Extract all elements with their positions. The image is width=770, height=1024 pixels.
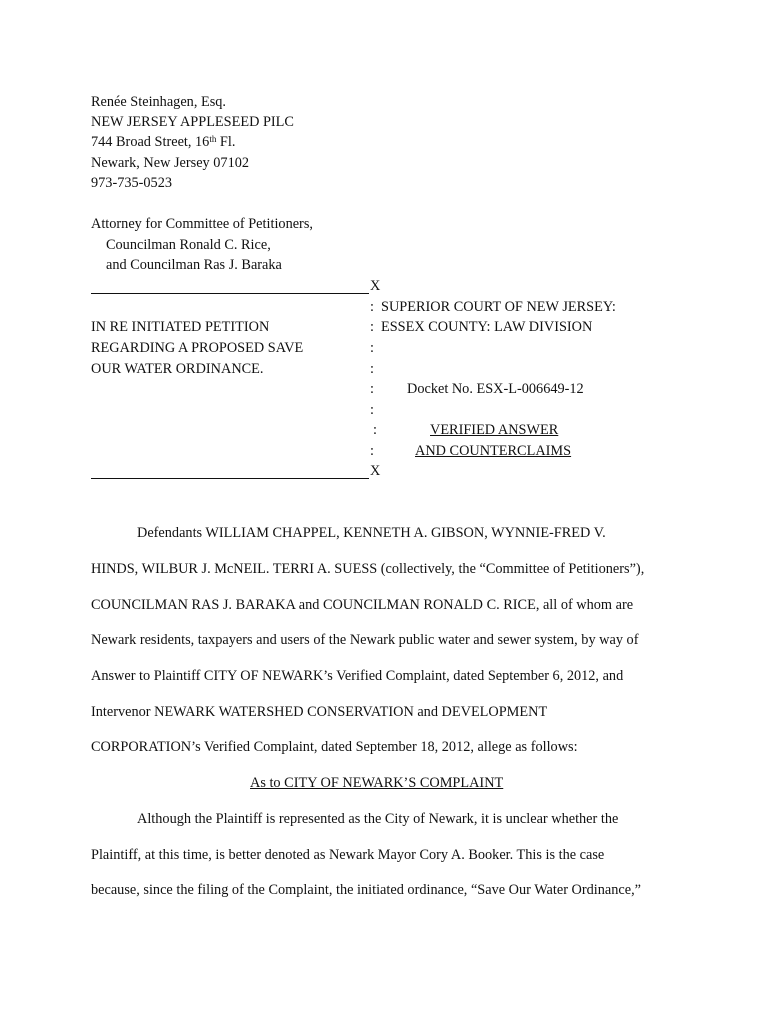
city-line: Newark, New Jersey 07102 bbox=[91, 155, 250, 171]
section-heading: As to CITY OF NEWARK’S COMPLAINT bbox=[250, 775, 504, 791]
caption-colon: : bbox=[370, 361, 374, 377]
attorney-for-line: Attorney for Committee of Petitioners, bbox=[91, 216, 313, 232]
street-address bbox=[91, 134, 235, 151]
caption-colon: : bbox=[370, 299, 374, 315]
caption-colon: : bbox=[370, 340, 374, 356]
body-paragraph-1-line-7: CORPORATION’s Verified Complaint, dated September 18, 2012, allege as follows: bbox=[91, 739, 578, 755]
body-paragraph-1-line-2: HINDS, WILBUR J. McNEIL. TERRI A. SUESS (collectively, the “Committee of Petitioners”), bbox=[91, 561, 645, 577]
body-paragraph-1-line-6: Intervenor NEWARK WATERSHED CONSERVATION and DEVELOPMENT bbox=[91, 704, 548, 720]
caption-colon: : bbox=[370, 319, 374, 335]
body-paragraph-2-line-3: because, since the filing of the Complaint, the initiated ordinance, “Save Our Water Ordinance,” bbox=[91, 882, 642, 898]
street-ordinal: th bbox=[209, 134, 217, 144]
body-paragraph-1-line-3: COUNCILMAN RAS J. BARAKA and COUNCILMAN RONALD C. RICE, all of whom are bbox=[91, 597, 634, 613]
body-paragraph-1-line-5: Answer to Plaintiff CITY OF NEWARK’s Verified Complaint, dated September 6, 2012, and bbox=[91, 668, 624, 684]
body-paragraph-1-line-4: Newark residents, taxpayers and users of the Newark public water and sewer system, by way of bbox=[91, 632, 639, 648]
caption-colon: : bbox=[370, 443, 374, 459]
document-title-line-1: VERIFIED ANSWER bbox=[430, 422, 559, 438]
firm-name: NEW JERSEY APPLESEED PILC bbox=[91, 114, 294, 130]
docket-number: Docket No. ESX-L-006649-12 bbox=[407, 381, 584, 397]
caption-bottom-rule bbox=[91, 478, 369, 479]
street-floor: Fl. bbox=[216, 134, 236, 150]
caption-colon: : bbox=[370, 381, 374, 397]
phone-number: 973-735-0523 bbox=[91, 175, 173, 191]
attorney-client-rice: Councilman Ronald C. Rice, bbox=[106, 237, 271, 253]
court-name: SUPERIOR COURT OF NEW JERSEY: bbox=[381, 299, 616, 315]
attorney-client-baraka: and Councilman Ras J. Baraka bbox=[106, 257, 282, 273]
matter-line-2: REGARDING A PROPOSED SAVE bbox=[91, 340, 304, 356]
matter-line-3: OUR WATER ORDINANCE. bbox=[91, 361, 264, 377]
matter-line-1: IN RE INITIATED PETITION bbox=[91, 319, 270, 335]
caption-colon: : bbox=[370, 402, 374, 418]
body-paragraph-2-line-1: Although the Plaintiff is represented as the City of Newark, it is unclear whether the bbox=[137, 811, 619, 827]
body-paragraph-2-line-2: Plaintiff, at this time, is better denoted as Newark Mayor Cory A. Booker. This is the case bbox=[91, 847, 605, 863]
caption-top-rule bbox=[91, 293, 369, 294]
body-paragraph-1-line-1: Defendants WILLIAM CHAPPEL, KENNETH A. GIBSON, WYNNIE-FRED V. bbox=[137, 525, 606, 541]
caption-x-top: X bbox=[370, 278, 381, 294]
attorney-name: Renée Steinhagen, Esq. bbox=[91, 94, 226, 110]
street-text: 744 Broad Street, 16 bbox=[91, 134, 210, 150]
court-division: ESSEX COUNTY: LAW DIVISION bbox=[381, 319, 593, 335]
document-title-line-2: AND COUNTERCLAIMS bbox=[415, 443, 572, 459]
caption-colon: : bbox=[373, 422, 377, 438]
caption-x-bottom: X bbox=[370, 463, 381, 479]
